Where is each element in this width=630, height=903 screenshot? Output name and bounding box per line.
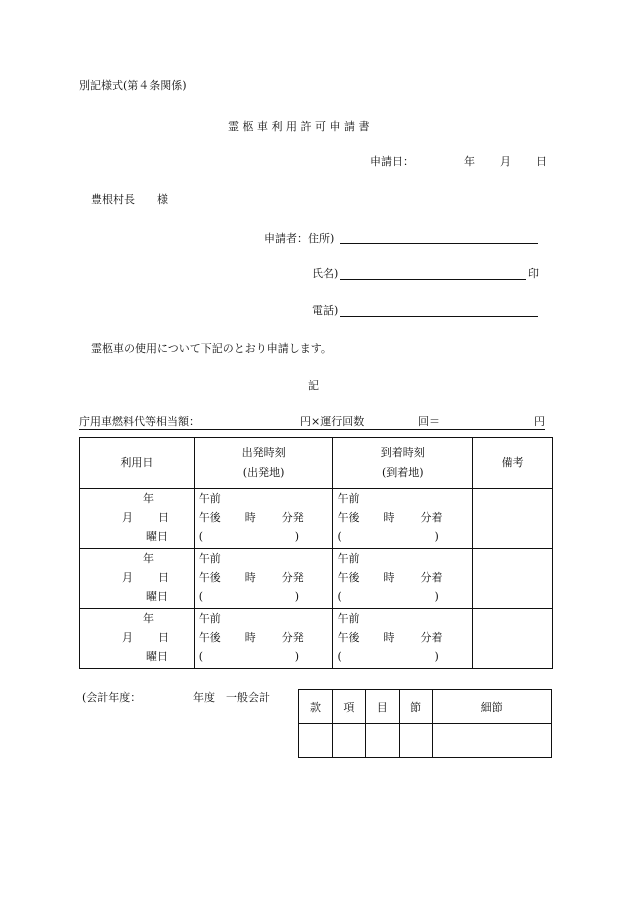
acct-header-saisetsu: 細節 [432,690,551,724]
fee-underline [79,429,545,430]
date-month: 月 [500,155,511,168]
acct-header-moku: 目 [365,690,399,724]
request-text: 霊柩車の使用について下記のとおり申請します。 [91,342,332,355]
addressee: 豊根村長 様 [91,193,168,206]
accounting-table [298,689,552,758]
accounting-value-row [299,724,552,758]
cell-departure[interactable]: 午前 午後 時 分発 ( ) [194,489,333,549]
cell-departure[interactable]: 午前 午後 時 分発 ( ) [194,609,333,669]
cell-departure[interactable]: 午前 午後 時 分発 ( ) [194,549,333,609]
accounting-fiscal: 年度 一般会計 [193,691,270,704]
acct-value-moku[interactable] [365,724,399,758]
acct-header-kou: 項 [332,690,365,724]
applicant-address-label: 申請者：住所) [264,232,335,245]
fee-yen-times: 円×運行回数 [300,415,365,428]
date-year: 年 [464,155,475,168]
cell-date[interactable]: 年 月 日 曜日 [80,549,195,609]
cell-date[interactable]: 年 月 日 曜日 [80,609,195,669]
cell-arrival[interactable]: 午前 午後 時 分着 ( ) [333,489,473,549]
cell-remarks[interactable] [473,609,553,669]
document-title: 霊 柩 車 利 用 許 可 申 請 書 [228,120,370,133]
accounting-label: (会計年度： [82,691,142,704]
header-date: 利用日 [80,438,195,489]
acct-value-setsu[interactable] [399,724,432,758]
cell-remarks[interactable] [473,549,553,609]
acct-value-kan[interactable] [299,724,333,758]
accounting-header-row [299,690,552,724]
table-header-row [80,438,553,489]
phone-field-line[interactable] [340,316,538,317]
header-arrival: 到着時刻 (到着地) [333,438,473,489]
phone-label: 電話) [312,304,339,317]
acct-value-kou[interactable] [332,724,365,758]
table-row [80,489,553,549]
name-field-line[interactable] [340,279,526,280]
acct-value-saisetsu[interactable] [432,724,551,758]
cell-remarks[interactable] [473,489,553,549]
cell-date[interactable]: 年 月 日 曜日 [80,489,195,549]
header-departure: 出発時刻 (出発地) [194,438,333,489]
fee-yen: 円 [534,415,545,428]
date-label: 申請日： [370,155,414,168]
acct-header-setsu: 節 [399,690,432,724]
fee-label: 庁用車燃料代等相当額： [79,415,200,428]
table-row [80,609,553,669]
name-label: 氏名) [312,267,339,280]
cell-arrival[interactable]: 午前 午後 時 分着 ( ) [333,609,473,669]
ki-marker: 記 [308,379,319,392]
schedule-table [79,437,553,669]
date-day: 日 [536,155,547,168]
seal-mark: 印 [528,267,539,280]
address-field-line[interactable] [340,243,538,244]
form-reference: 別記様式(第４条関係) [79,79,187,92]
fee-times-eq: 回＝ [418,415,440,428]
table-row [80,549,553,609]
cell-arrival[interactable]: 午前 午後 時 分着 ( ) [333,549,473,609]
header-remarks: 備考 [473,438,553,489]
acct-header-kan: 款 [299,690,333,724]
